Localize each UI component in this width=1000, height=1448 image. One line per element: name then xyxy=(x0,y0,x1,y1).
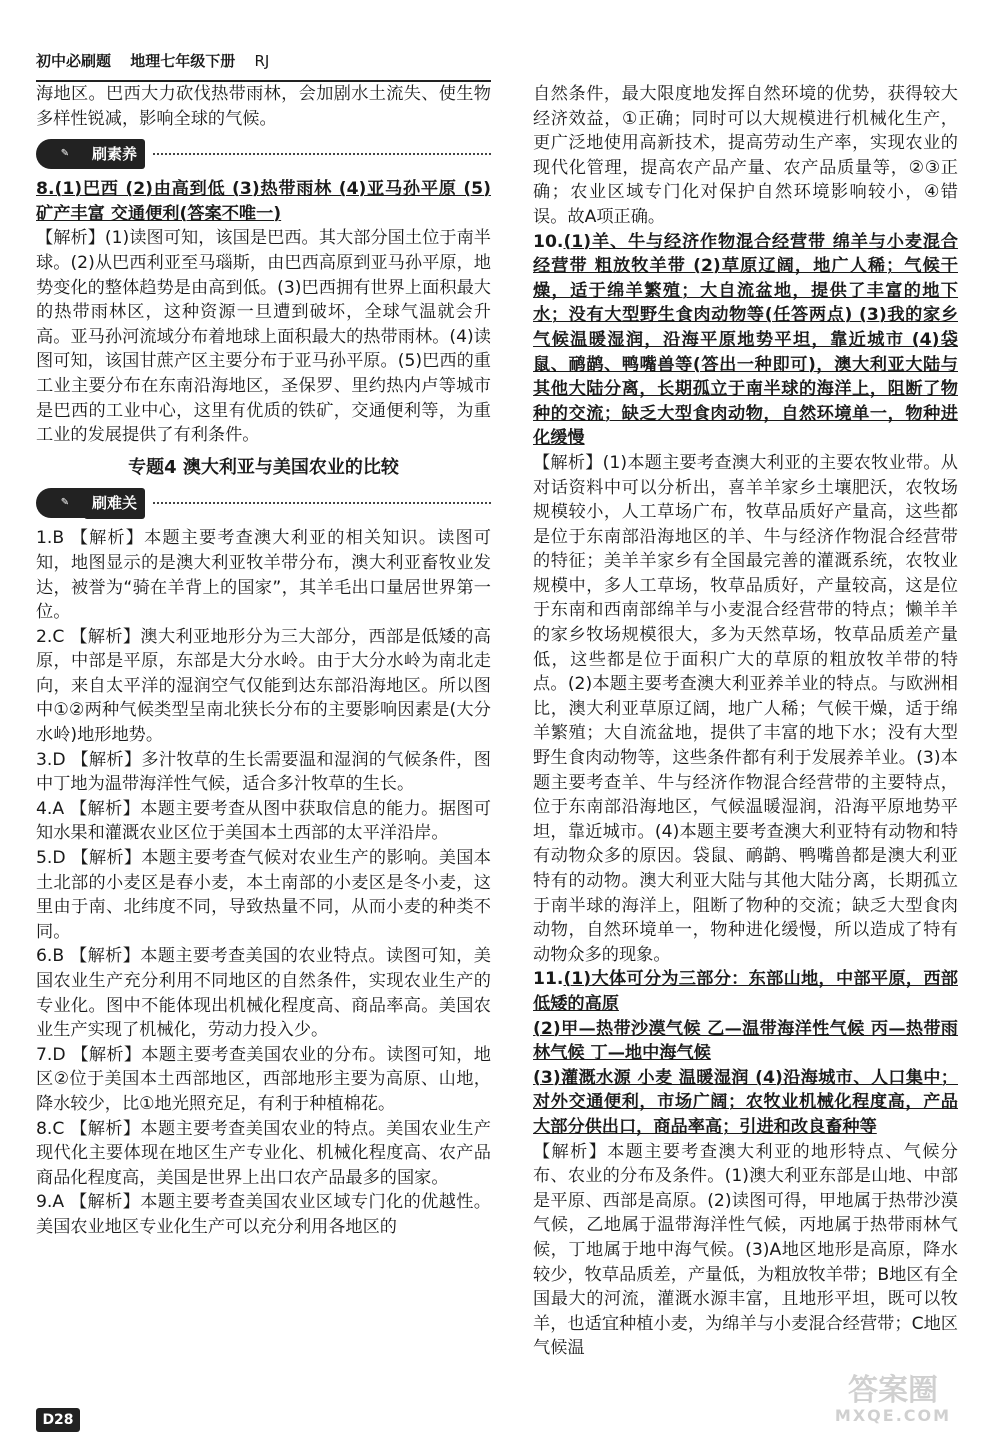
answer-item-7: 7.D 【解析】本题主要考查美国农业的分布。读图可知，地区②位于美国本土西部地区，西部地形主要为高原、山地，降水较少，比①地光照充足，有利于种植棉花。 xyxy=(36,1044,491,1114)
q11-answer-1: (1)大体可分为三部分：东部山地，中部平原，西部低矮的高原 xyxy=(533,969,958,1014)
q11-number: 11. xyxy=(533,969,564,990)
badge-label: 刷素养 xyxy=(84,139,145,170)
q9-continued: 自然条件，最大限度地发挥自然环境的优势，获得较大经济效益，①正确；同时可以大规模进行机械化生产，更广泛地使用高新技术，提高劳动生产率，实现农业的现代化管理，提高农产品产量、农产品质量等，②③正确；农业区域专门化对保护自然环境影响较小，④错误。故A项正确。 xyxy=(533,84,958,227)
q11-answer xyxy=(533,967,958,1016)
topic-title: 专题4 澳大利亚与美国农业的比较 xyxy=(128,456,399,478)
page-number: D28 xyxy=(36,1408,80,1432)
q10-number: 10. xyxy=(533,231,564,252)
edition-label: RJ xyxy=(254,52,270,70)
q11-answer-3: (3)灌溉水源 小麦 温暖湿润 (4)沿海城市、人口集中；对外交通便利，市场广阔；农牧业机械化程度高，产品大部分供出口，商品率高；引进和改良畜种等 xyxy=(533,1067,958,1137)
watermark-logo xyxy=(808,1373,978,1436)
q8-answer: 8.(1)巴西 (2)由高到低 (3)热带雨林 (4)亚马孙平原 (5)矿产丰富 交通便利(答案不唯一) xyxy=(36,179,491,224)
answer-item-2: 2.C 【解析】澳大利亚地形分为三大部分，西部是低矮的高原，中部是平原，东部是大分水岭。由于大分水岭为南北走向，来自太平洋的湿润空气仅能到达东部沿海地区。所以图中①②两种气候类型呈南北狭长分布的主要影响因素是(大分水岭)地形地势。 xyxy=(36,626,491,746)
brush-icon: ✎ xyxy=(36,488,94,518)
divider xyxy=(153,153,491,155)
watermark-top-text: 答案圈 xyxy=(848,1373,938,1408)
section-badge-difficult xyxy=(36,486,491,520)
right-column xyxy=(533,82,958,1361)
answer-item-3: 3.D 【解析】多汁牧草的生长需要温和湿润的气候条件，图中丁地为温带海洋性气候，适合多汁牧草的生长。 xyxy=(36,749,491,795)
answer-item-5: 5.D 【解析】本题主要考查气候对农业生产的影响。美国本土北部的小麦区是春小麦，本土南部的小麦区是冬小麦，这里由于南、北纬度不同，导致热量不同，从而小麦的种类不同。 xyxy=(36,848,491,942)
q11-answer-2: (2)甲—热带沙漠气候 乙—温带海洋性气候 丙—热带雨林气候 丁—地中海气候 xyxy=(533,1018,958,1064)
divider xyxy=(153,502,491,504)
section-badge-literacy xyxy=(36,137,491,171)
q11-analysis: 【解析】本题主要考查澳大利亚的地形特点、气候分布、农业的分布及条件。(1)澳大利亚东部是山地、中部是平原、西部是高原。(2)读图可得，甲地属于热带沙漠气候，乙地属于温带海洋性气候，丙地属于热带雨林气候，丁地属于地中海气候。(3)A地区地形是高原，降水较少，牧草品质差，产量低，为粗放牧羊带；B地区有全国最大的河流，灌溉水源丰富，且地形平坦，既可以牧羊，也适宜种植小麦，为绵羊与小麦混合经营带；C地区气候温 xyxy=(533,1141,958,1359)
brush-icon: ✎ xyxy=(36,139,94,169)
page-header xyxy=(36,50,491,82)
watermark-bottom-text: MXQE.COM xyxy=(834,1406,952,1425)
badge-label: 刷难关 xyxy=(84,488,145,519)
q10-answer-text: (1)羊、牛与经济作物混合经营带 绵羊与小麦混合经营带 粗放牧羊带 (2)草原辽阔，地广人稀；气候干燥，适于绵羊繁殖；大自流盆地，提供了丰富的地下水；没有大型野生食肉动物等(任答两点) (3)我的家乡气候温暖湿润，沿海平原地势平坦，靠近城市 (4)袋鼠、鸸鹋、鸭嘴兽等(答出一种即可)，澳大利亚大陆与其他大陆分离，长期孤立于南半球的海洋上，阻断了物种的交流；缺乏大型食肉动物，自然环境单一，物种进化缓慢 xyxy=(533,231,958,449)
q8-analysis: 【解析】(1)读图可知，该国是巴西。其大部分国土位于南半球。(2)从巴西利亚至马瑙斯，由巴西高原到亚马孙平原，地势变化的整体趋势是由高到低。(3)巴西拥有世界上面积最大的热带雨林区，这种资源一旦遭到破坏，全球气温就会升高。亚马孙河流域分布着地球上面积最大的热带雨林。(4)读图可知，该国甘蔗产区主要分布于亚马孙平原。(5)巴西的重工业主要分布在东南沿海地区，圣保罗、里约热内卢等城市是巴西的工业中心，这里有优质的铁矿，交通便利等，为重工业的发展提供了有利条件。 xyxy=(36,228,491,446)
answer-item-6: 6.B 【解析】本题主要考查美国的农业特点。读图可知，美国农业生产充分利用不同地区的自然条件，实现农业生产的专业化。图中不能体现出机械化程度高、商品率高。美国农业生产实现了机械化，劳动力投入少。 xyxy=(36,946,491,1041)
answer-item-9: 9.A 【解析】本题主要考查美国农业区域专门化的优越性。美国农业地区专业化生产可以充分利用各地区的 xyxy=(36,1192,491,1237)
answer-item-4: 4.A 【解析】本题主要考查从图中获取信息的能力。据图可知水果和灌溉农业区位于美国本土西部的太平洋沿岸。 xyxy=(36,798,491,844)
q10-answer xyxy=(533,230,958,451)
subject-title: 地理七年级下册 xyxy=(130,52,236,70)
answer-item-8: 8.C 【解析】本题主要考查美国农业的特点。美国农业生产现代化主要体现在地区生产专业化、机械化程度高、农产品商品化程度高，美国是世界上出口农产品最多的国家。 xyxy=(36,1118,491,1188)
intro-text: 海地区。巴西大力砍伐热带雨林，会加剧水土流失、使生物多样性锐减，影响全球的气候。 xyxy=(36,84,491,129)
left-column xyxy=(36,82,491,1240)
q10-analysis: 【解析】(1)本题主要考查澳大利亚的主要农牧业带。从对话资料中可以分析出，喜羊羊家乡土壤肥沃，农牧场规模较小，人工草场广布，牧草品质好产量高，这些都是位于东南部沿海地区的羊、牛与经济作物混合经营带的特征；美羊羊家乡有全国最完善的灌溉系统，农牧业规模中，多人工草场，牧草品质好，产量较高，这是位于东南和西南部绵羊与小麦混合经营带的特点；懒羊羊的家乡牧场规模很大，多为天然草场，牧草品质差产量低，这些都是位于面积广大的草原的粗放牧羊带的特点。(2)本题主要考查澳大利亚养羊业的特点。与欧洲相比，澳大利亚草原辽阔，地广人稀；气候干燥，适于绵羊繁殖；大自流盆地，提供了丰富的地下水；没有大型野生食肉动物等，这些条件都有利于发展养羊业。(3)本题主要考查羊、牛与经济作物混合经营带的主要特点，位于东南部沿海地区，气候温暖湿润，沿海平原地势平坦，靠近城市。(4)本题主要考查澳大利亚特有动物和特有动物众多的原因。袋鼠、鸸鹋、鸭嘴兽都是澳大利亚特有的动物。澳大利亚大陆与其他大陆分离，长期孤立于南半球的海洋上，阻断了物种的交流；缺乏大型食肉动物，自然环境单一，物种进化缓慢，所以造成了特有动物众多的现象。 xyxy=(533,452,958,965)
book-title: 初中必刷题 xyxy=(36,52,112,70)
answer-item-1: 1.B 【解析】本题主要考查澳大利亚的相关知识。读图可知，地图显示的是澳大利亚牧羊带分布，澳大利亚畜牧业发达，被誉为“骑在羊背上的国家”，其羊毛出口量居世界第一位。 xyxy=(36,528,491,623)
